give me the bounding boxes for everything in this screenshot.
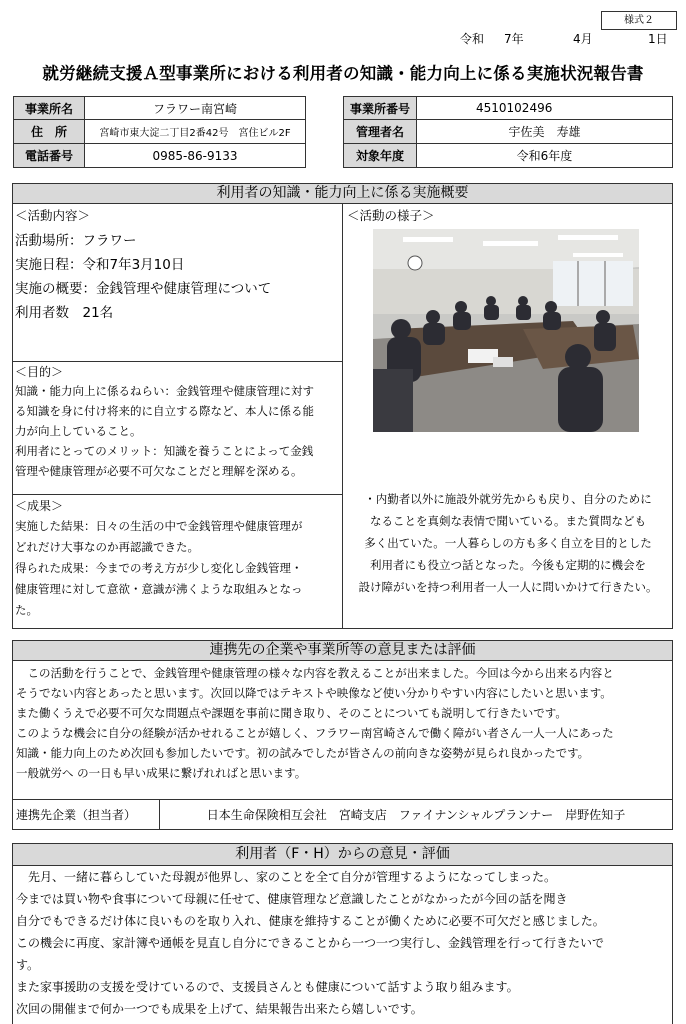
purpose-line: 力が向上していること。 (15, 424, 142, 438)
scene-comment-line: ・内勤者以外に施設外就労先からも戻り、自分のために (364, 492, 652, 506)
partner-line: この活動を行うことで、金銭管理や健康管理の様々な内容を教えることが出来ました。今回は今から出来る内容と (16, 666, 614, 680)
scene-comment-line: 多く出ていた。一人暮らしの方も多く自立を目的とした (364, 536, 652, 550)
activity-list (15, 229, 271, 325)
company-label: 連携先企業（担当者） (16, 808, 137, 822)
user-comment (16, 866, 672, 1020)
company-value: 日本生命保険相互会社 宮崎支店 ファイナンシャルプランナー 岸野佐知子 (206, 808, 626, 822)
scene-comment-line: 設け障がいを持つ利用者一人一人に問いかけて行きたい。 (358, 580, 658, 594)
date-year: 7年 (504, 32, 524, 46)
activity-photo (373, 229, 639, 432)
partner-line: 知識・能力向上のため次回も参加したいです。初の試みでしたが皆さんの前向きな姿勢が見られ良かったです。 (16, 746, 590, 760)
office-name-label: 事業所名 (13, 96, 85, 120)
purpose-list (15, 381, 341, 481)
user-title: 利用者（F・H）からの意見・評価 (12, 843, 673, 866)
date-day: 1日 (648, 32, 668, 46)
result-line: 実施した結果：日々の生活の中で金銭管理や健康管理が (15, 519, 303, 533)
phone-value: 0985-86-9133 (84, 143, 306, 168)
result-line: どれだけ大事なのか再認識できた。 (15, 540, 199, 554)
form-code: 様式２ (624, 15, 654, 26)
user-line: 今までは買い物や食事について母親に任せて、健康管理など意識したことがなかったが今回の話を聞き (16, 892, 568, 906)
scene-comment-line: なることを真剣な表情で聞いている。また質問なども (370, 514, 646, 528)
purpose-line: 知識・能力向上に係るねらい：金銭管理や健康管理に対す (15, 384, 314, 398)
partner-line: また働くうえで必要不可欠な問題点や課題を事前に聞き取り、そのことについても説明して行きたいです。 (16, 706, 567, 720)
purpose-heading: ＜目的＞ (15, 365, 64, 379)
partner-title: 連携先の企業や事業所等の意見または評価 (12, 640, 673, 661)
page-title: 就労継続支援Ａ型事業所における利用者の知識・能力向上に係る実施状況報告書 (42, 64, 644, 83)
activity-heading: ＜活動内容＞ (15, 208, 91, 223)
company-row-line (12, 799, 673, 800)
activity-summary: 実施の概要：金銭管理や健康管理について (15, 281, 272, 297)
result-line: 健康管理に対して意欲・意識が沸くような取組みとなっ (15, 582, 303, 596)
address-value: 宮崎市東大淀二丁目2番42号 宮住ビル2F (84, 119, 306, 144)
result-list (15, 516, 341, 621)
purpose-line: る知識を身に付け将来的に自立する際など、本人に係る能 (15, 404, 314, 418)
phone-label: 電話番号 (13, 143, 85, 168)
result-line: た。 (15, 603, 38, 617)
office-no-label: 事業所番号 (343, 96, 417, 120)
scene-comment (345, 488, 671, 598)
activity-date: 実施日程：令和7年3月10日 (15, 257, 185, 273)
report-date (460, 30, 670, 48)
office-name-value: フラワー南宮崎 (84, 96, 306, 120)
overview-title: 利用者の知識・能力向上に係る実施概要 (12, 183, 673, 204)
user-line: 先月、一緒に暮らしていた母親が他界し、家のことを全て自分が管理するようになってしまった。 (16, 870, 557, 884)
user-line: 自分でもできるだけ体に良いものを取り入れ、健康を維持することが働くために必要不可欠だと感じました。 (16, 914, 605, 928)
scene-comment-line: 利用者にも役立つ話となった。今後も定期的に機会を (370, 558, 646, 572)
overview-divider (342, 203, 343, 629)
target-year-label: 対象年度 (343, 143, 417, 168)
date-era: 令和 (460, 32, 485, 46)
result-heading: ＜成果＞ (15, 499, 64, 513)
address-label: 住 所 (13, 119, 85, 144)
activity-photo-image (373, 229, 639, 432)
partner-line: 一般就労へ の一日も早い成果に繋げれればと思います。 (16, 766, 307, 780)
purpose-top-line (12, 361, 343, 362)
result-line: 得られた成果：今までの考え方が少し変化し金銭管理・ (15, 561, 303, 575)
partner-line: そうでない内容とあったと思います。次回以降ではテキストや映像など使い分かりやすい内容にしたいと思います。 (16, 686, 612, 700)
result-top-line (12, 494, 343, 495)
target-year-value: 令和6年度 (416, 143, 673, 168)
purpose-line: 管理や健康管理が必要不可欠なことだと理解を深める。 (15, 464, 303, 478)
purpose-line: 利用者にとってのメリット：知識を養うことによって金銭 (15, 444, 314, 458)
partner-line: このような機会に自分の経験が活かせれることが嬉しく、フラワー南宮崎さんで働く障がい者さん一人一人にあった (16, 726, 614, 740)
manager-value: 宇佐美 寿雄 (416, 119, 673, 144)
office-no-value: 4510102496 (416, 96, 673, 120)
activity-user-count: 利用者数 21名 (15, 305, 114, 321)
user-line: この機会に再度、家計簿や通帳を見直し自分にできることから一つ一つ実行し、金銭管理を行って行きたいで (16, 936, 605, 950)
manager-label: 管理者名 (343, 119, 417, 144)
user-line: す。 (16, 958, 40, 972)
activity-place: 活動場所：フラワー (15, 233, 137, 249)
scene-heading: ＜活動の様子＞ (347, 208, 435, 223)
user-line: 次回の開催まで何か一つでも成果を上げて、結果報告出来たら嬉しいです。 (16, 1002, 423, 1016)
user-line: また家事援助の支援を受けているので、支援員さんとも健康について話すよう取り組みます。 (16, 980, 519, 994)
date-month: 4月 (573, 32, 593, 46)
form-code-box (601, 11, 677, 30)
partner-comment (16, 663, 672, 783)
